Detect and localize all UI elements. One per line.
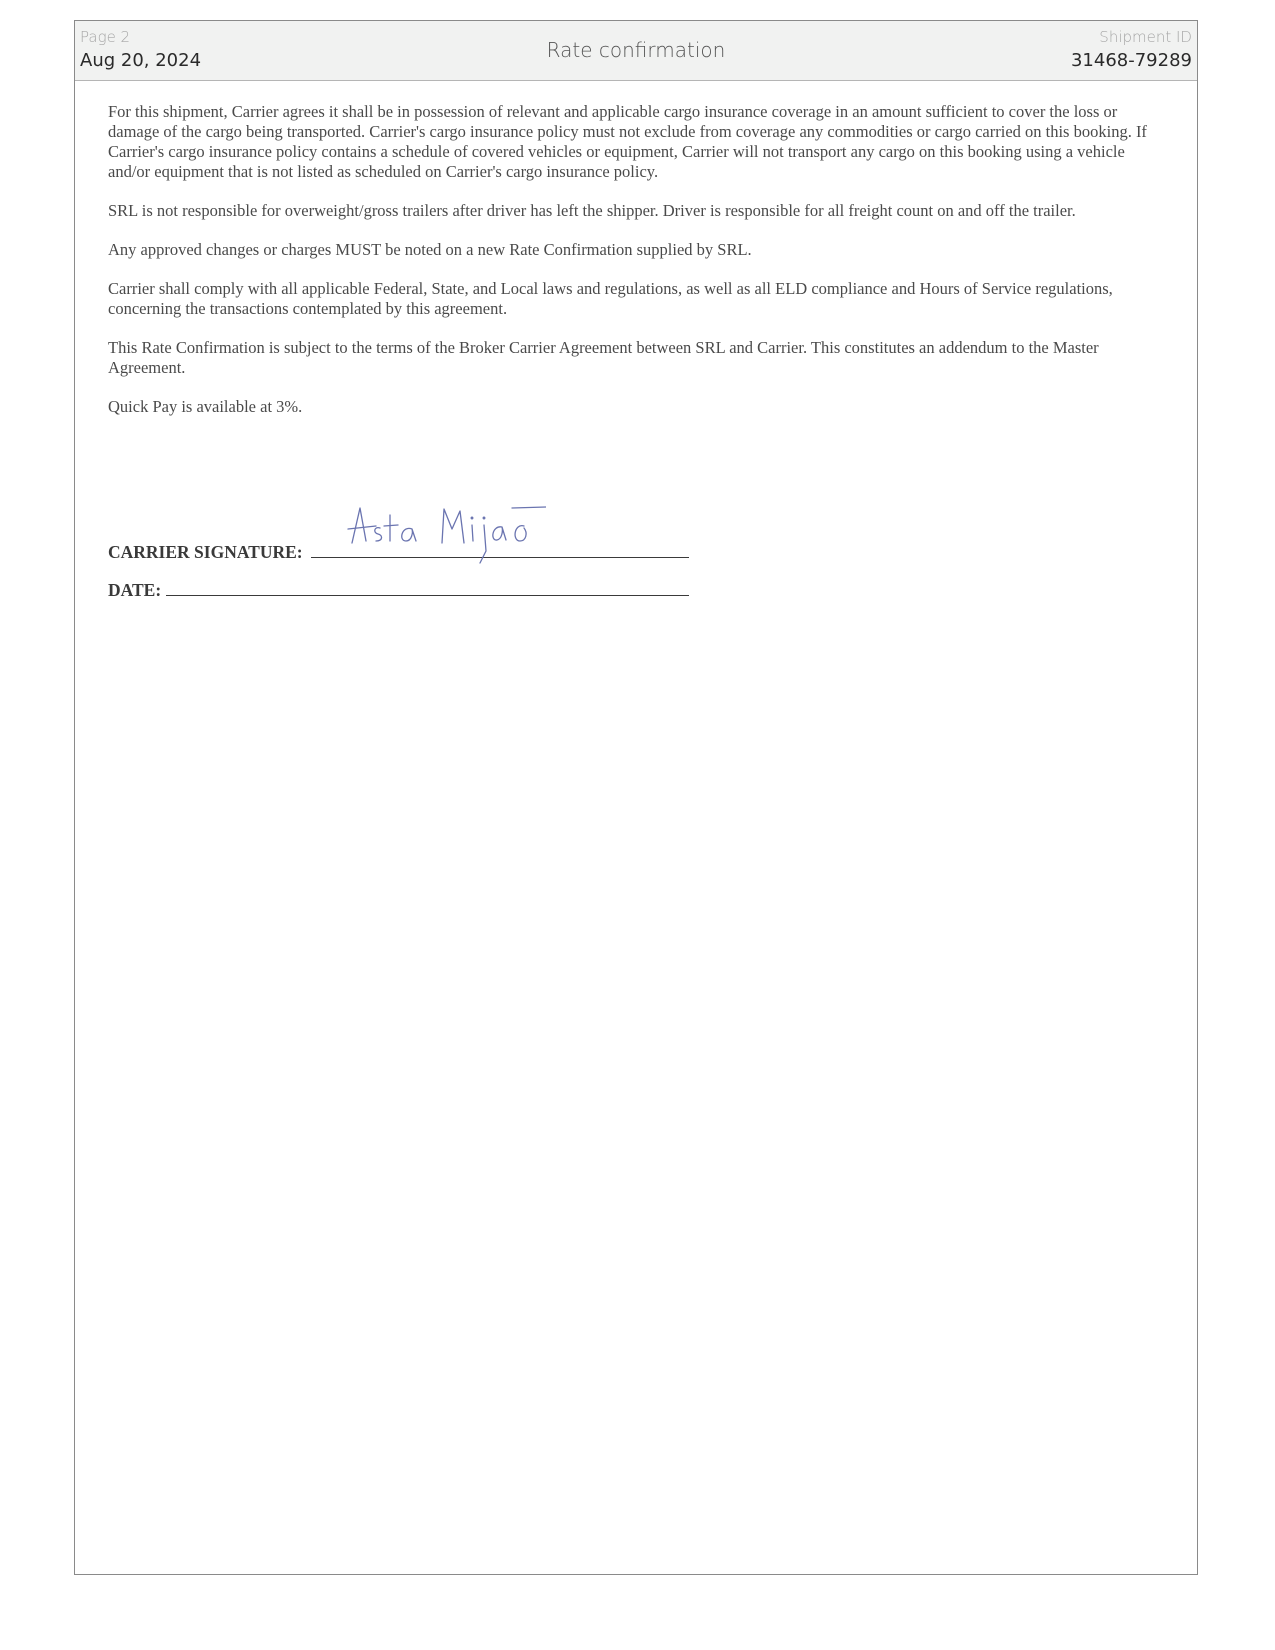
document-page	[74, 20, 1198, 1575]
document-date: Aug 20, 2024	[80, 50, 202, 71]
date-line[interactable]	[166, 579, 689, 596]
shipment-id-label: Shipment ID	[1099, 28, 1192, 46]
page-number: Page 2	[80, 28, 131, 46]
paragraph-quick-pay: Quick Pay is available at 3%.	[108, 397, 303, 416]
header-right	[1071, 28, 1192, 73]
paragraph-approved-changes: Any approved changes or charges MUST be noted on a new Rate Confirmation supplied by SRL.	[108, 240, 752, 259]
document-title: Rate confirmation	[546, 38, 726, 62]
carrier-signature-label: CARRIER SIGNATURE:	[108, 542, 303, 562]
date-row	[108, 579, 689, 599]
page-header	[75, 21, 1197, 81]
paragraph-compliance: Carrier shall comply with all applicable Federal, State, and Local laws and regulations, as well as all ELD compliance and Hours of Service regulations, concerning the transactions contemplated by this agreement.	[108, 279, 1113, 318]
paragraph-broker-agreement: This Rate Confirmation is subject to the terms of the Broker Carrier Agreement between SRL and Carrier. This constitutes an addendum to the Master Agreement.	[108, 338, 1099, 377]
signature-block	[108, 541, 689, 599]
handwritten-signature	[346, 501, 546, 571]
paragraph-overweight: SRL is not responsible for overweight/gross trailers after driver has left the shipper. Driver is responsible for all freight count on and off the trailer.	[108, 201, 1076, 220]
date-label: DATE:	[108, 580, 162, 600]
carrier-signature-row	[108, 541, 689, 561]
paragraph-cargo-insurance: For this shipment, Carrier agrees it shall be in possession of relevant and applicable cargo insurance coverage in an amount sufficient to cover the loss or damage of the cargo being transported. Carrier's cargo insurance policy must not exclude from coverage any commodities or cargo carried on this booking. If Carrier's cargo insurance policy contains a schedule of covered vehicles or equipment, Carrier will not transport any cargo on this booking using a vehicle and/or equipment that is not listed as scheduled on Carrier's cargo insurance policy.	[108, 102, 1147, 181]
shipment-id-value: 31468-79289	[1070, 50, 1192, 71]
terms-body	[108, 102, 1168, 436]
